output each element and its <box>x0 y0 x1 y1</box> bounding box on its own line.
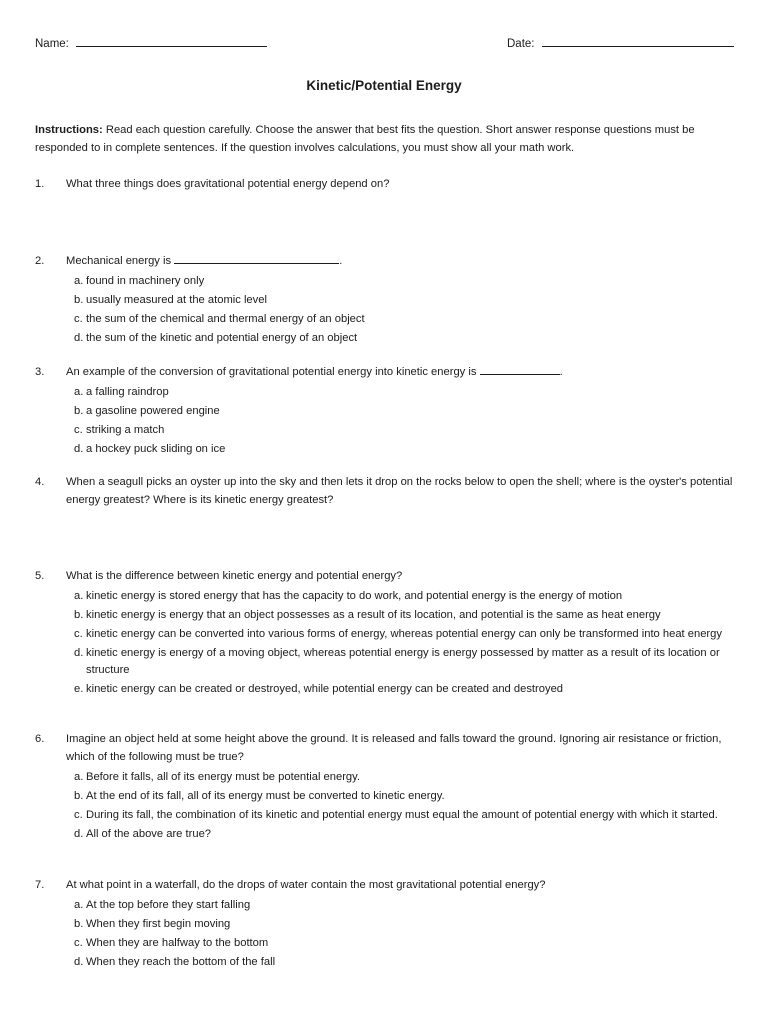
option-item[interactable] <box>74 788 735 805</box>
question-stem: When a seagull picks an oyster up into the sky and then lets it drop on the rocks below to open the shell; where is the oyster's potential energy greatest? Where is its kinetic energy greatest? <box>66 476 733 506</box>
option-letter: d. <box>74 956 84 968</box>
option-letter: c. <box>74 424 83 436</box>
question-number: 5. <box>35 570 45 582</box>
option-text: At the top before they start falling <box>86 899 251 911</box>
option-item[interactable] <box>74 422 735 439</box>
option-letter: b. <box>74 294 84 306</box>
option-letter: a. <box>74 899 84 911</box>
option-text: a hockey puck sliding on ice <box>86 443 226 455</box>
option-letter: a. <box>74 771 84 783</box>
option-letter: e. <box>74 683 84 695</box>
option-text: When they first begin moving <box>86 918 231 930</box>
stem-text-end: . <box>559 366 563 378</box>
instructions <box>35 121 735 157</box>
question-3 <box>35 363 735 460</box>
option-text: When they reach the bottom of the fall <box>86 956 276 968</box>
option-text: kinetic energy is energy of a moving object, whereas potential energy is energy possessed by matter as a result of its location or structure <box>86 647 720 676</box>
question-2 <box>35 252 735 349</box>
options-list <box>74 897 735 971</box>
question-stem: What three things does gravitational potential energy depend on? <box>66 178 390 190</box>
question-6 <box>35 730 735 845</box>
question-number: 4. <box>35 476 45 488</box>
option-letter: a. <box>74 275 84 287</box>
option-item[interactable] <box>74 935 735 952</box>
option-text: During its fall, the combination of its kinetic and potential energy must equal the amount of potential energy with which it started. <box>86 809 718 821</box>
option-letter: c. <box>74 628 83 640</box>
question-number: 1. <box>35 178 45 190</box>
option-text: kinetic energy can be converted into various forms of energy, whereas potential energy can only be transformed into heat energy <box>86 628 722 640</box>
option-item[interactable] <box>74 292 735 309</box>
option-item[interactable] <box>74 384 735 401</box>
option-item[interactable] <box>74 826 735 843</box>
question-stem: At what point in a waterfall, do the drops of water contain the most gravitational potential energy? <box>66 879 546 891</box>
stem-text-end: . <box>339 255 343 267</box>
option-item[interactable] <box>74 441 735 458</box>
option-letter: a. <box>74 386 84 398</box>
question-5 <box>35 567 735 700</box>
options-list <box>74 273 735 347</box>
question-number: 7. <box>35 879 45 891</box>
option-item[interactable] <box>74 954 735 971</box>
option-item[interactable] <box>74 769 735 786</box>
answer-blank-line[interactable] <box>480 363 560 375</box>
name-blank-line[interactable] <box>76 34 267 47</box>
answer-blank-line[interactable] <box>174 252 339 264</box>
option-text: the sum of the kinetic and potential energy of an object <box>86 332 358 344</box>
date-blank-line[interactable] <box>542 34 734 47</box>
option-text: At the end of its fall, all of its energy must be converted to kinetic energy. <box>86 790 445 802</box>
instructions-text: Read each question carefully. Choose the answer that best fits the question. Short answer response questions must be responded to in complete sentences. If the question involves calculations, you must show all your math work. <box>35 124 695 154</box>
date-label: Date: <box>507 38 535 50</box>
option-letter: b. <box>74 790 84 802</box>
options-list <box>74 384 735 458</box>
stem-text: An example of the conversion of gravitational potential energy into kinetic energy is <box>66 366 477 378</box>
option-item[interactable] <box>74 311 735 328</box>
option-item[interactable] <box>74 645 735 679</box>
option-item[interactable] <box>74 607 735 624</box>
option-letter: a. <box>74 590 84 602</box>
option-text: kinetic energy is energy that an object possesses as a result of its location, and potential is the same as heat energy <box>86 609 661 621</box>
question-number: 6. <box>35 733 45 745</box>
option-letter: b. <box>74 918 84 930</box>
option-text: All of the above are true? <box>86 828 212 840</box>
name-label: Name: <box>35 38 69 50</box>
options-list <box>74 588 735 698</box>
option-letter: c. <box>74 313 83 325</box>
option-letter: d. <box>74 828 84 840</box>
question-stem: Imagine an object held at some height above the ground. It is released and falls toward the ground. Ignoring air resistance or friction, which of the following must be true? <box>66 733 722 763</box>
question-number: 2. <box>35 255 45 267</box>
question-7 <box>35 876 735 973</box>
question-stem: What is the difference between kinetic energy and potential energy? <box>66 570 403 582</box>
option-item[interactable] <box>74 807 735 824</box>
option-letter: d. <box>74 443 84 455</box>
option-text: When they are halfway to the bottom <box>86 937 269 949</box>
question-stem <box>66 252 735 270</box>
option-item[interactable] <box>74 681 735 698</box>
option-item[interactable] <box>74 916 735 933</box>
option-text: kinetic energy is stored energy that has the capacity to do work, and potential energy is the energy of motion <box>86 590 623 602</box>
option-text: kinetic energy can be created or destroyed, while potential energy can be created and destroyed <box>86 683 564 695</box>
option-letter: d. <box>74 332 84 344</box>
option-letter: b. <box>74 405 84 417</box>
option-text: striking a match <box>86 424 165 436</box>
date-field <box>507 34 734 53</box>
option-item[interactable] <box>74 588 735 605</box>
option-text: a falling raindrop <box>86 386 169 398</box>
option-item[interactable] <box>74 273 735 290</box>
name-field <box>35 34 267 53</box>
option-text: usually measured at the atomic level <box>86 294 267 306</box>
options-list <box>74 769 735 843</box>
page-title: Kinetic/Potential Energy <box>306 78 462 93</box>
option-text: a gasoline powered engine <box>86 405 220 417</box>
option-item[interactable] <box>74 626 735 643</box>
option-item[interactable] <box>74 330 735 347</box>
question-1 <box>35 175 735 193</box>
option-item[interactable] <box>74 403 735 420</box>
option-text: the sum of the chemical and thermal energy of an object <box>86 313 365 325</box>
question-4 <box>35 473 735 509</box>
stem-text: Mechanical energy is <box>66 255 172 267</box>
question-stem <box>66 363 735 381</box>
option-letter: c. <box>74 937 83 949</box>
option-text: found in machinery only <box>86 275 205 287</box>
option-letter: b. <box>74 609 84 621</box>
option-item[interactable] <box>74 897 735 914</box>
option-letter: c. <box>74 809 83 821</box>
question-number: 3. <box>35 366 45 378</box>
option-letter: d. <box>74 647 84 659</box>
instructions-lead: Instructions: <box>35 124 103 136</box>
option-text: Before it falls, all of its energy must be potential energy. <box>86 771 361 783</box>
